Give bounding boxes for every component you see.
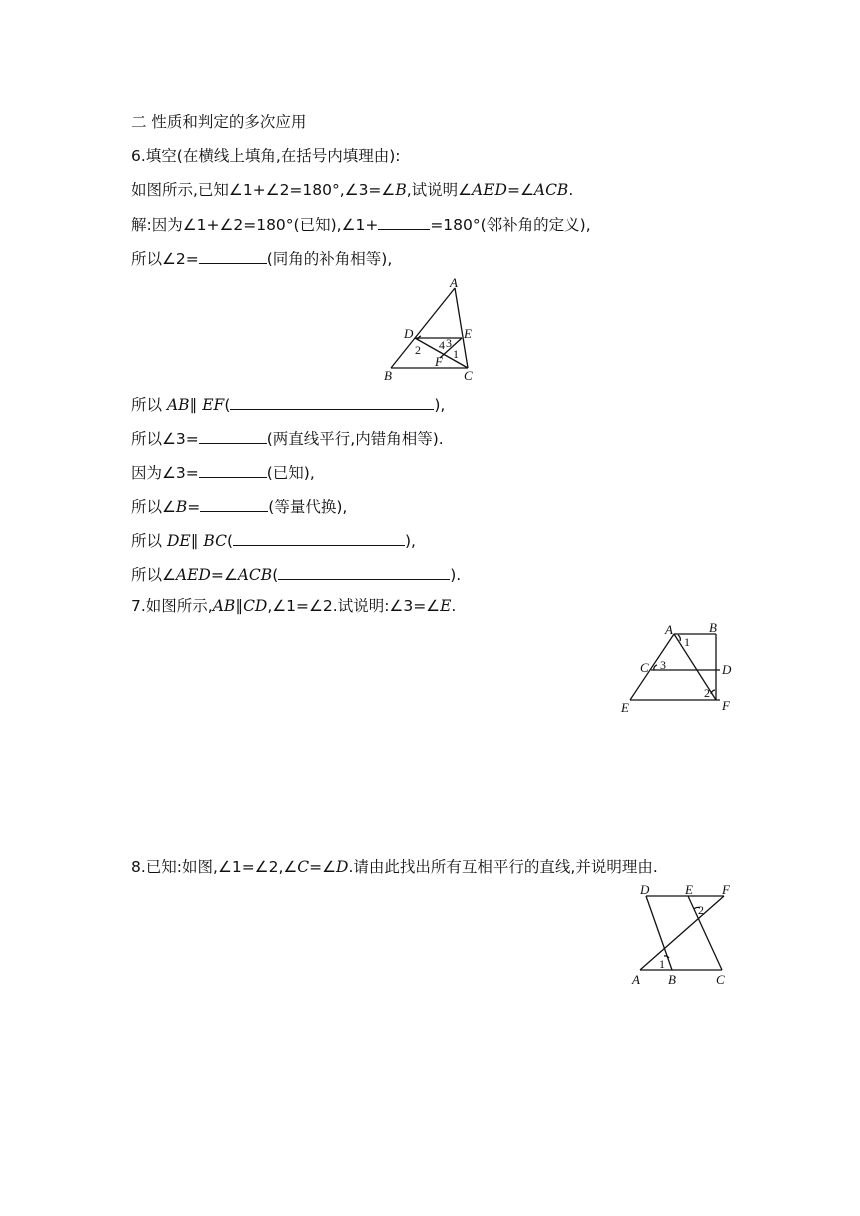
answer-blank[interactable] bbox=[199, 462, 267, 478]
svg-text:A: A bbox=[450, 275, 458, 290]
svg-text:4: 4 bbox=[439, 338, 445, 352]
svg-text:E: E bbox=[621, 700, 629, 715]
q6-given: 如图所示,已知∠1+∠2=180°,∠3=∠B,试说明∠AED=∠ACB. bbox=[131, 181, 574, 199]
q7-text: 7.如图所示,AB∥CD,∠1=∠2.试说明:∠3=∠E. bbox=[131, 597, 457, 615]
section-title: 二 性质和判定的多次应用 bbox=[131, 113, 307, 131]
q7-figure bbox=[618, 622, 748, 722]
svg-text:D: D bbox=[722, 662, 732, 677]
q6-step-2: 所以∠2= (同角的补角相等), bbox=[131, 250, 393, 268]
svg-text:1: 1 bbox=[684, 635, 690, 649]
svg-text:F: F bbox=[722, 882, 730, 897]
q6-step-5: 因为∠3= (已知), bbox=[131, 464, 315, 482]
q6-step-1: 解:因为∠1+∠2=180°(已知),∠1+ =180°(邻补角的定义), bbox=[131, 216, 591, 234]
q6-heading: 6.填空(在横线上填角,在括号内填理由): bbox=[131, 147, 401, 165]
q6-step-4: 所以∠3= (两直线平行,内错角相等). bbox=[131, 430, 444, 448]
svg-text:2: 2 bbox=[698, 903, 704, 917]
answer-blank[interactable] bbox=[378, 214, 430, 230]
q6-step-8: 所以∠AED=∠ACB( ). bbox=[131, 566, 462, 584]
svg-text:B: B bbox=[709, 620, 717, 635]
svg-text:B: B bbox=[384, 368, 392, 383]
q6-step-6: 所以∠B= (等量代换), bbox=[131, 498, 348, 516]
svg-text:1: 1 bbox=[453, 347, 459, 361]
svg-text:E: E bbox=[685, 882, 693, 897]
svg-text:E: E bbox=[464, 326, 472, 341]
svg-text:C: C bbox=[464, 368, 473, 383]
svg-text:3: 3 bbox=[660, 658, 666, 672]
svg-text:3: 3 bbox=[446, 336, 452, 350]
svg-text:2: 2 bbox=[704, 686, 710, 700]
svg-text:C: C bbox=[716, 972, 725, 987]
svg-text:F: F bbox=[722, 698, 730, 713]
answer-blank[interactable] bbox=[199, 248, 267, 264]
svg-text:B: B bbox=[668, 972, 676, 987]
reason-blank[interactable] bbox=[230, 394, 434, 410]
svg-text:D: D bbox=[640, 882, 650, 897]
svg-text:C: C bbox=[640, 660, 649, 675]
q6-triangle-figure bbox=[384, 276, 494, 386]
svg-text:2: 2 bbox=[415, 343, 421, 357]
reason-blank[interactable] bbox=[233, 530, 405, 546]
answer-blank[interactable] bbox=[200, 496, 268, 512]
svg-text:A: A bbox=[632, 972, 640, 987]
svg-text:1: 1 bbox=[659, 957, 665, 971]
q6-step-3: 所以 AB∥ EF( ), bbox=[131, 396, 446, 414]
reason-blank[interactable] bbox=[278, 564, 450, 580]
svg-text:A: A bbox=[665, 622, 673, 637]
svg-text:F: F bbox=[435, 354, 443, 369]
q6-step-7: 所以 DE∥ BC( ), bbox=[131, 532, 416, 550]
answer-blank[interactable] bbox=[199, 428, 267, 444]
svg-text:D: D bbox=[404, 326, 414, 341]
q8-figure bbox=[628, 884, 748, 994]
q8-text: 8.已知:如图,∠1=∠2,∠C=∠D.请由此找出所有互相平行的直线,并说明理由. bbox=[131, 858, 658, 876]
